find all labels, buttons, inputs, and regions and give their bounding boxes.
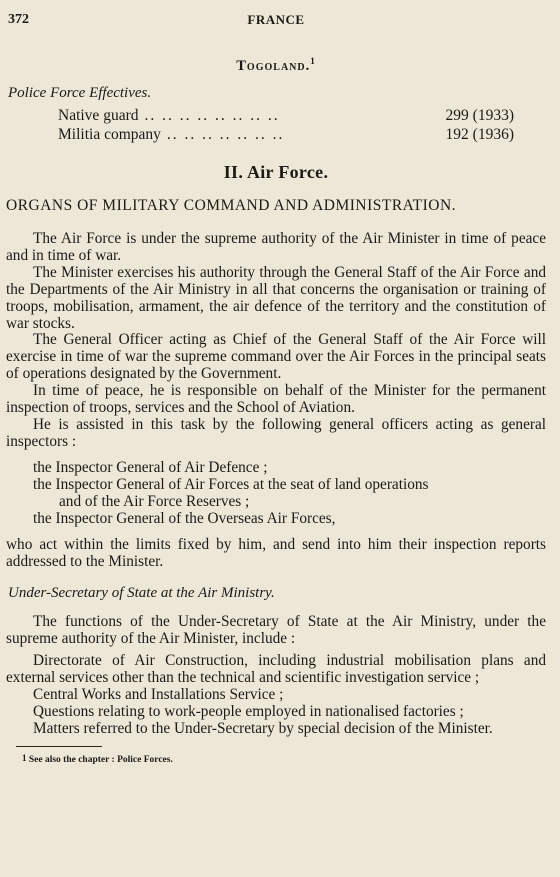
paragraph: Directorate of Air Construction, including industrial mobilisation plans and external services other than the technical and scientific investigation service ; bbox=[6, 652, 546, 687]
paragraph: Central Works and Installations Service ; bbox=[33, 686, 284, 704]
list-item: the Inspector General of Air Defence ; bbox=[33, 458, 268, 476]
paragraph: He is assisted in this task by the following general officers acting as general inspectors : bbox=[6, 415, 546, 450]
leader-dots: .. .. .. .. .. .. .. .. bbox=[144, 107, 280, 124]
chapter-title: II. Air Force. bbox=[223, 162, 329, 182]
page-number: 372 bbox=[8, 12, 29, 27]
paragraph: who act within the limits fixed by him, and send into him their inspection reports addressed to the Minister. bbox=[6, 535, 546, 570]
table-row bbox=[58, 106, 514, 125]
row-label: Militia company bbox=[58, 126, 161, 143]
police-force-subheading: Police Force Effectives. bbox=[8, 85, 152, 101]
paragraph: The Minister exercises his authority through the General Staff of the Air Force and the Departments of the Air Ministry in all that concerns the organisation or training of troops, mobilisation, armament, the air defence of the territory and the constitution of war stocks. bbox=[6, 263, 546, 332]
footnote-text: See also the chapter : Police Forces. bbox=[28, 754, 173, 765]
paragraph: The Air Force is under the supreme authority of the Air Minister in time of peace and in time of war. bbox=[6, 230, 546, 264]
paragraph: In time of peace, he is responsible on behalf of the Minister for the permanent inspection of troops, services and the School of Aviation. bbox=[6, 382, 546, 417]
police-force-table bbox=[58, 106, 514, 144]
list-item: and of the Air Force Reserves ; bbox=[59, 492, 250, 510]
togoland-heading bbox=[6, 58, 546, 75]
inspectors-list bbox=[6, 459, 546, 527]
footnote-rule bbox=[16, 746, 102, 747]
row-value: 299 (1933) bbox=[445, 107, 514, 124]
paragraph: Questions relating to work-people employed in nationalised factories ; bbox=[33, 703, 464, 721]
list-item: the Inspector General of Air Forces at the seat of land operations bbox=[33, 475, 429, 493]
leader-dots: .. .. .. .. .. .. .. bbox=[166, 126, 285, 143]
paragraph: Matters referred to the Under-Secretary by special decision of the Minister. bbox=[33, 720, 493, 738]
running-header bbox=[6, 12, 546, 34]
footnote bbox=[22, 752, 546, 765]
under-secretary-heading: Under-Secretary of State at the Air Ministry. bbox=[8, 584, 275, 601]
togoland-heading-text: Togoland. bbox=[236, 58, 311, 74]
list-item: the Inspector General of the Overseas Air Forces, bbox=[33, 509, 336, 527]
paragraph: The functions of the Under-Secretary of State at the Air Ministry, under the supreme authority of the Air Minister, include : bbox=[6, 612, 546, 647]
footnote-mark: 1 bbox=[22, 752, 27, 763]
section-heading: ORGANS OF MILITARY COMMAND AND ADMINISTRATION. bbox=[6, 197, 457, 214]
row-label: Native guard bbox=[58, 107, 139, 124]
paragraph: The General Officer acting as Chief of the General Staff of the Air Force will exercise in time of war the supreme command over the Air Forces in the principal seats of operations designated by the Government. bbox=[6, 331, 546, 383]
row-value: 192 (1936) bbox=[445, 126, 514, 143]
footnote-reference: 1 bbox=[310, 56, 316, 66]
running-title: FRANCE bbox=[247, 12, 305, 27]
table-row bbox=[58, 125, 514, 144]
